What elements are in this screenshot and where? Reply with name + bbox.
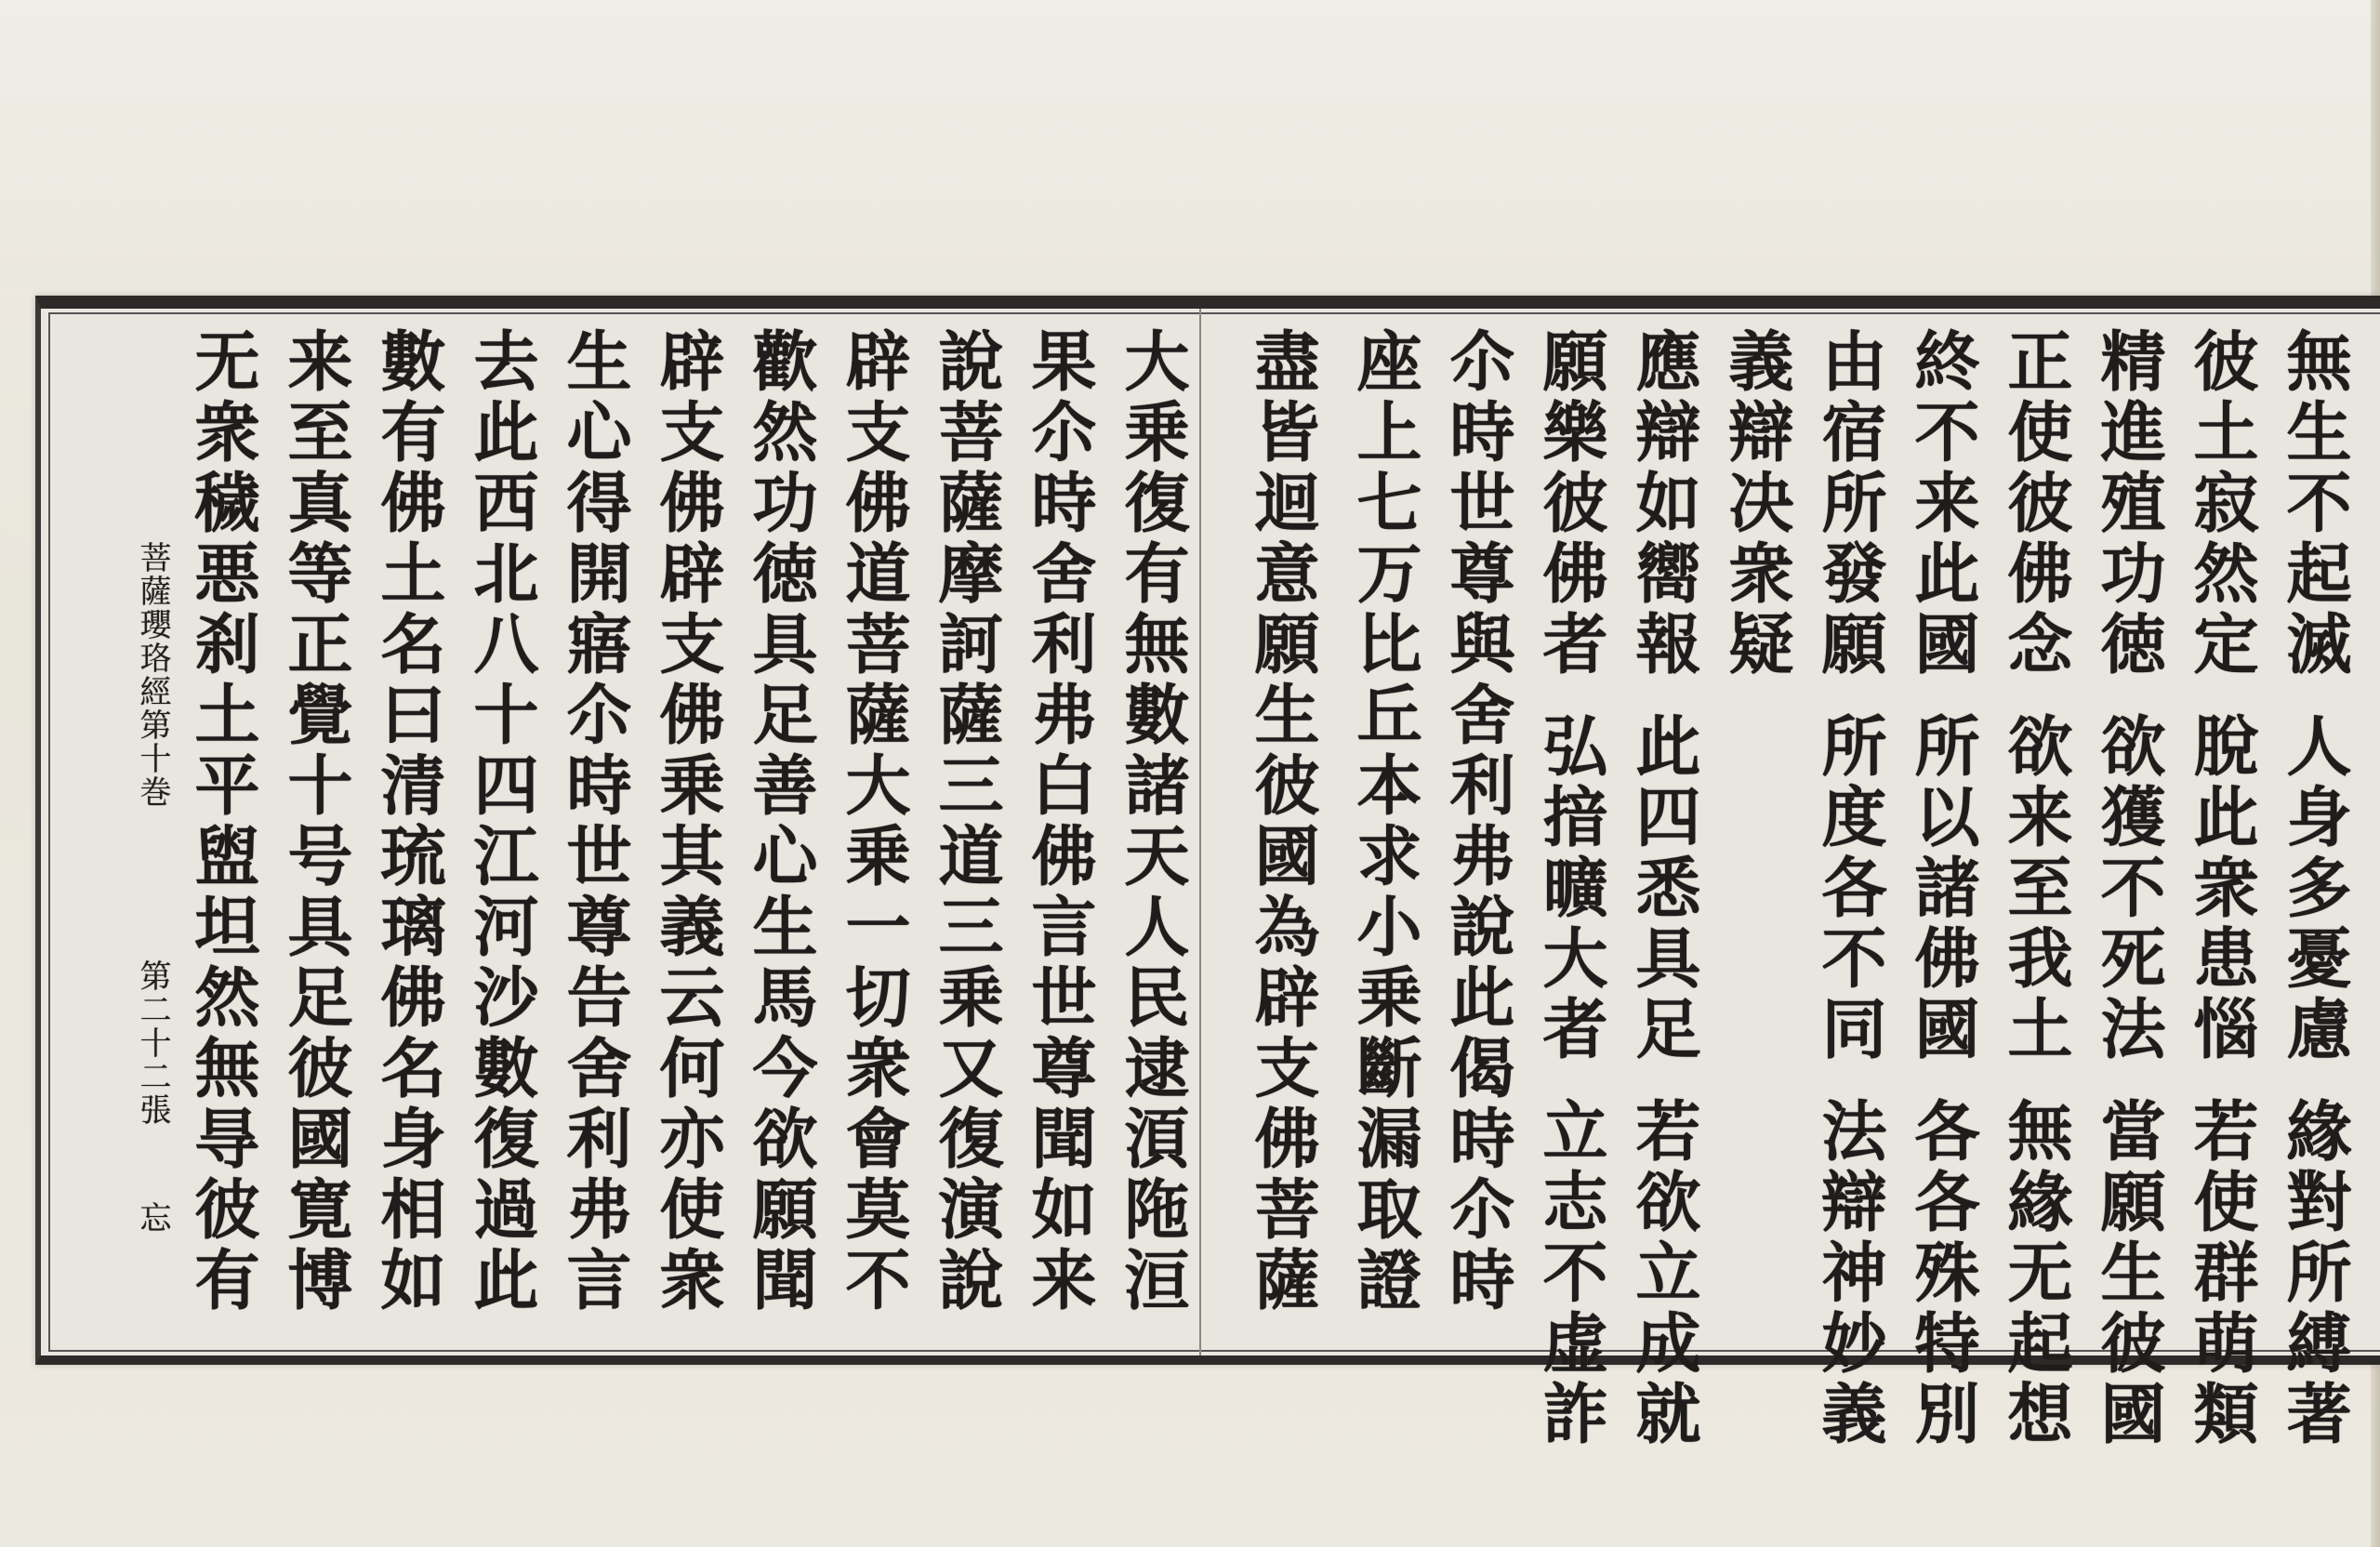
- phrase: 歡然功徳具足善心生馬今欲願聞: [742, 327, 819, 1316]
- center-fold-line: [1199, 309, 1201, 1355]
- phrase: 無緣无起想: [1997, 1097, 2074, 1450]
- phrase: 應辯如嚮報: [1625, 327, 1702, 681]
- phrase: 盡皆迴意願生彼國為辟支佛菩薩: [1244, 327, 1321, 1316]
- phrase: 座上七万比丘本求小乗斷漏取證: [1346, 327, 1423, 1316]
- phrase: 若欲立成就: [1625, 1097, 1702, 1450]
- phrase: 彼土寂然定: [2183, 327, 2260, 681]
- text-column-18: [645, 327, 729, 1316]
- phrase: 精進殖功徳: [2090, 327, 2167, 681]
- text-column-21: [366, 327, 450, 1316]
- phrase: 所度各不同: [1811, 712, 1888, 1065]
- text-column-3: [2086, 327, 2170, 1450]
- phrase: 無生不起滅: [2276, 327, 2353, 681]
- phrase: 正使彼佛念: [1997, 327, 2074, 681]
- carver-mark-note: 忘: [134, 1201, 171, 1235]
- text-column-13: [1110, 327, 1194, 1316]
- text-column-8: [1621, 327, 1705, 1450]
- phrase: 去此西北八十四江河沙數復過此: [463, 327, 540, 1316]
- text-column-4: [1993, 327, 2077, 1450]
- phrase: 各各殊特別: [1904, 1097, 1981, 1450]
- phrase: 若使群萌類: [2183, 1097, 2260, 1450]
- phrase: 終不来此國: [1904, 327, 1981, 681]
- text-column-11: [1342, 327, 1426, 1316]
- text-column-10: [1435, 327, 1519, 1316]
- blank-upper-margin: [0, 0, 2380, 288]
- leaf-number-note: 第二十二張: [134, 959, 171, 1127]
- phrase: 生心得開寤尒時世尊告舍利弗言: [556, 327, 633, 1316]
- phrase: 所以諸佛國: [1904, 712, 1981, 1065]
- phrase: 說菩薩摩訶薩三道三乗又復演說: [928, 327, 1005, 1316]
- text-column-9: [1528, 327, 1612, 1450]
- phrase: 由宿所發願: [1811, 327, 1888, 681]
- phrase: 法辯神妙義: [1811, 1097, 1888, 1450]
- phrase: 立志不虚詐: [1532, 1097, 1609, 1450]
- phrase: 此四悉具足: [1625, 712, 1702, 1065]
- text-column-23: [180, 327, 264, 1316]
- phrase: 脫此衆患惱: [2183, 712, 2260, 1065]
- phrase: 辟支佛道菩薩大乗一切衆會莫不: [835, 327, 912, 1316]
- text-column-12: [1240, 327, 1324, 1316]
- text-column-1: [2272, 327, 2356, 1450]
- text-column-2: [2179, 327, 2263, 1450]
- text-column-6: [1807, 327, 1891, 1450]
- phrase: 願樂彼佛者: [1532, 327, 1609, 681]
- sutra-title-note: 菩薩瓔珞經第十巻: [134, 541, 171, 809]
- text-column-5: [1900, 327, 1984, 1450]
- text-column-16: [831, 327, 915, 1316]
- phrase: 欲来至我土: [1997, 712, 2074, 1065]
- phrase: 數有佛土名曰清琉璃佛名身相如: [370, 327, 447, 1316]
- phrase: 果尒時舍利弗白佛言世尊聞如来: [1021, 327, 1098, 1316]
- text-column-14: [1017, 327, 1101, 1316]
- text-column-15: [924, 327, 1008, 1316]
- text-column-17: [738, 327, 822, 1316]
- phrase: 義辯决衆疑: [1718, 327, 1795, 681]
- phrase: 大乗復有無數諸天人民逮湏陁洹: [1114, 327, 1191, 1316]
- phrase: 辟支佛辟支佛乗其義云何亦使衆: [649, 327, 726, 1316]
- text-column-7: [1714, 327, 1798, 681]
- text-column-19: [552, 327, 636, 1316]
- phrase: 弘揞曠大者: [1532, 712, 1609, 1065]
- phrase: 尒時世尊與舍利弗說此偈時尒時: [1439, 327, 1516, 1316]
- phrase: 緣對所縛著: [2276, 1097, 2353, 1450]
- phrase: 當願生彼國: [2090, 1097, 2167, 1450]
- text-column-20: [459, 327, 543, 1316]
- text-column-22: [273, 327, 357, 1316]
- phrase: 无衆穢悪刹土平盥坦然無㝵彼有: [184, 327, 261, 1316]
- phrase: 人身多憂慮: [2276, 712, 2353, 1065]
- printed-text-block: [35, 296, 2380, 1450]
- phrase: 来至真等正覺十号具足彼國寛博: [277, 327, 354, 1316]
- phrase: 欲獲不死法: [2090, 712, 2167, 1065]
